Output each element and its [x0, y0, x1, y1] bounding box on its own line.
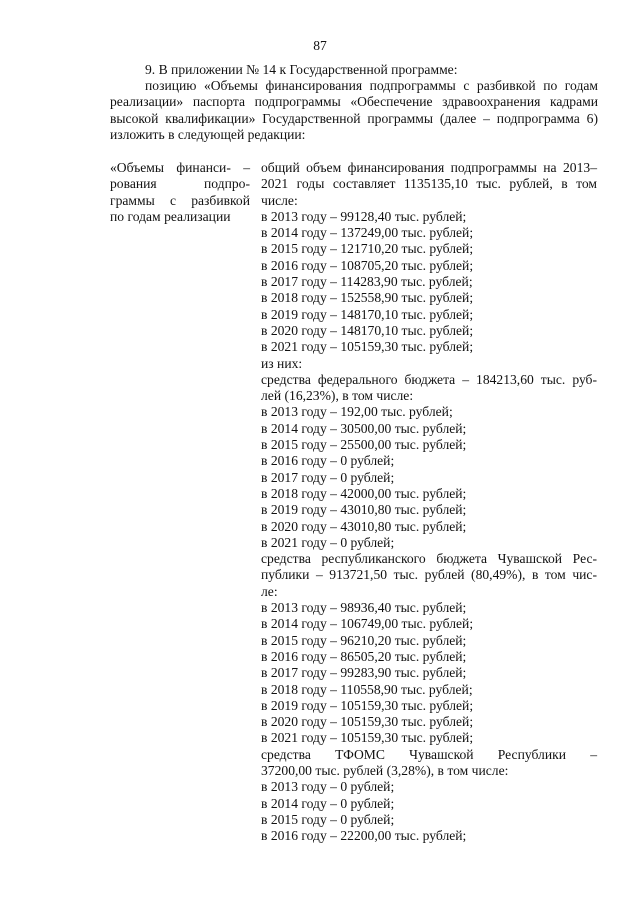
republic-line: ле: — [261, 583, 278, 599]
tfoms-line: средства ТФОМС Чувашской Республики – — [261, 746, 597, 762]
total-line: общий объем финансирования подпрограммы на 2013– — [261, 160, 597, 175]
federal-year-line: в 2018 году – 42000,00 тыс. рублей; — [261, 485, 467, 501]
total-year-line: в 2021 году – 105159,30 тыс. рублей; — [261, 339, 474, 355]
tfoms-year-line: в 2013 году – 0 рублей; — [261, 779, 395, 795]
federal-year-line: в 2015 году – 25500,00 тыс. рублей; — [261, 437, 467, 453]
position-title — [110, 160, 250, 225]
federal-year-line: в 2020 году – 43010,80 тыс. рублей; — [261, 518, 467, 534]
tfoms-line: 37200,00 тыс. рублей (3,28%), в том числе: — [261, 762, 509, 778]
total-year-line: в 2018 году – 152558,90 тыс. рублей; — [261, 290, 474, 306]
federal-line: средства федерального бюджета – 184213,60 тыс. руб- — [261, 371, 597, 387]
federal-year-line: в 2017 году – 0 рублей; — [261, 469, 395, 485]
intro-section — [110, 62, 598, 143]
tfoms-year-line: в 2016 году – 22200,00 тыс. рублей; — [261, 828, 467, 844]
republic-year-line: в 2020 году – 105159,30 тыс. рублей; — [261, 714, 474, 730]
total-year-line: в 2019 году – 148170,10 тыс. рублей; — [261, 306, 474, 322]
total-line: 2021 годы составляет 1135135,10 тыс. рублей, в том — [261, 176, 597, 192]
republic-year-line: в 2015 году – 96210,20 тыс. рублей; — [261, 632, 467, 648]
page-number: 87 — [313, 38, 327, 53]
republic-year-line: в 2017 году – 99283,90 тыс. рублей; — [261, 665, 467, 681]
position-title-line: по годам реализации — [110, 208, 231, 224]
tfoms-year-line: в 2015 году – 0 рублей; — [261, 811, 395, 827]
republic-year-line: в 2016 году – 86505,20 тыс. рублей; — [261, 648, 467, 664]
of-them-line: из них: — [261, 355, 303, 371]
total-year-line: в 2017 году – 114283,90 тыс. рублей; — [261, 274, 473, 290]
federal-year-line: в 2019 году – 43010,80 тыс. рублей; — [261, 502, 467, 518]
federal-year-line: в 2021 году – 0 рублей; — [261, 534, 395, 550]
total-year-line: в 2014 году – 137249,00 тыс. рублей; — [261, 225, 474, 241]
position-title-line: рования подпро- — [110, 176, 250, 192]
federal-year-line: в 2013 году – 192,00 тыс. рублей; — [261, 404, 453, 420]
republic-year-line: в 2019 году – 105159,30 тыс. рублей; — [261, 697, 474, 713]
federal-year-line: в 2014 году – 30500,00 тыс. рублей; — [261, 420, 467, 436]
total-year-line: в 2015 году – 121710,20 тыс. рублей; — [261, 241, 474, 257]
total-year-line: в 2020 году – 148170,10 тыс. рублей; — [261, 322, 474, 338]
federal-year-line: в 2016 году – 0 рублей; — [261, 453, 395, 469]
total-line: числе: — [261, 192, 298, 208]
tfoms-year-line: в 2014 году – 0 рублей; — [261, 795, 395, 811]
intro-paragraph: позицию «Объемы финансирования подпрограммы с разбивкой по годам реализации» паспорта подпрограммы «Обеспечение здравоохранения кадрами высокой квалификации» Государственной программы (далее – подпрограмма 6) изложить в следующей редакции: — [110, 78, 598, 142]
position-title-line: «Объемы финанси- – — [110, 160, 250, 175]
republic-line: публики – 913721,50 тыс. рублей (80,49%), в том чис- — [261, 567, 597, 583]
republic-year-line: в 2013 году – 98936,40 тыс. рублей; — [261, 600, 467, 616]
republic-year-line: в 2018 году – 110558,90 тыс. рублей; — [261, 681, 473, 697]
total-year-line: в 2016 году – 108705,20 тыс. рублей; — [261, 257, 474, 273]
total-year-line: в 2013 году – 99128,40 тыс. рублей; — [261, 208, 467, 224]
republic-year-line: в 2021 году – 105159,30 тыс. рублей; — [261, 730, 474, 746]
republic-line: средства республиканского бюджета Чувашской Рес- — [261, 551, 597, 567]
federal-line: лей (16,23%), в том числе: — [261, 388, 414, 404]
funding-details — [261, 160, 597, 844]
intro-item: 9. В приложении № 14 к Государственной программе: — [145, 62, 458, 77]
position-title-line: граммы с разбивкой — [110, 192, 250, 208]
republic-year-line: в 2014 году – 106749,00 тыс. рублей; — [261, 616, 474, 632]
